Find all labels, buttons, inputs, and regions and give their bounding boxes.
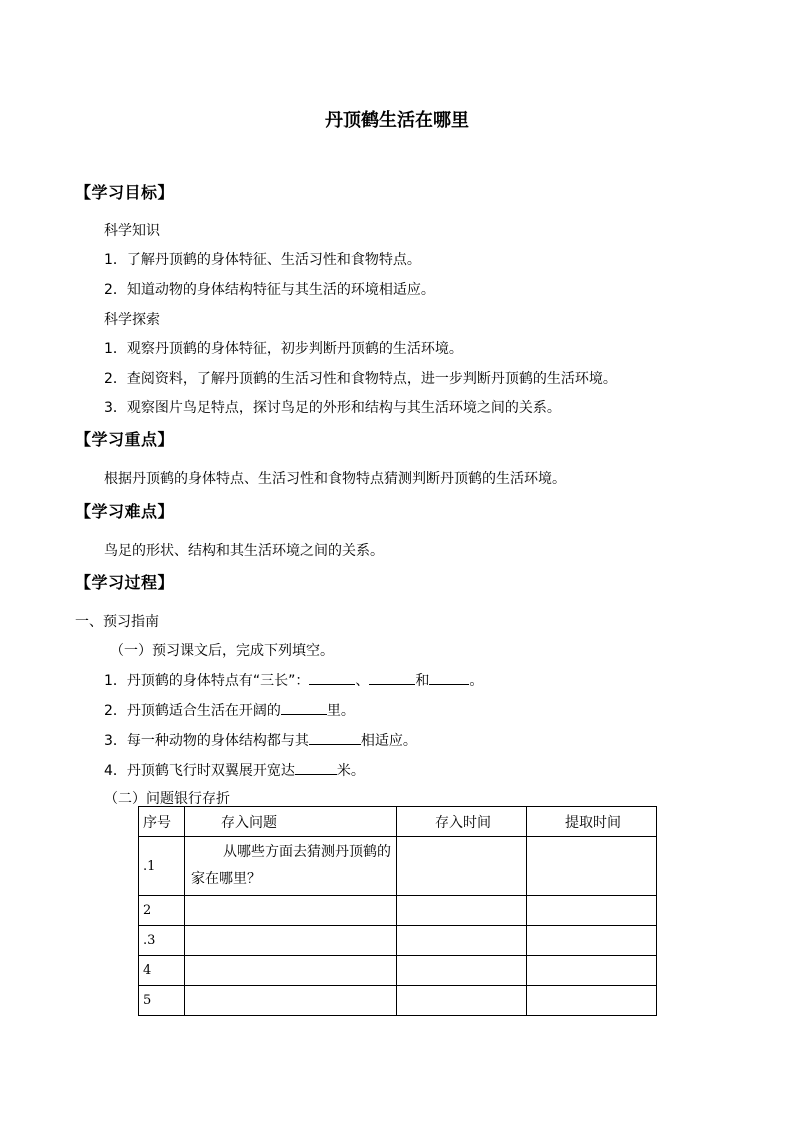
row-number: 2 <box>139 896 185 926</box>
table-header-row <box>139 807 657 837</box>
sub1-title: （一）预习课文后，完成下列填空。 <box>110 643 334 659</box>
blank-field[interactable] <box>281 700 327 715</box>
blank-field[interactable] <box>295 760 337 775</box>
row-question[interactable] <box>185 896 397 926</box>
key-points-heading: 【学习重点】 <box>75 430 175 449</box>
table-row <box>139 837 657 896</box>
difficulties-text: 鸟足的形状、结构和其生活环境之间的关系。 <box>104 543 384 559</box>
fill-question-3: 3．每一种动物的身体结构都与其 相适应。 <box>104 730 417 750</box>
knowledge-label: 科学知识 <box>104 223 160 239</box>
sub2-title: （二）问题银行存折 <box>104 791 230 807</box>
blank-field[interactable] <box>369 670 415 685</box>
row-withdraw-time[interactable] <box>527 896 657 926</box>
row-deposit-time[interactable] <box>397 896 527 926</box>
fill-question-1: 1．丹顶鹤的身体特点有“三长”： 、 和 。 <box>104 670 483 690</box>
row-withdraw-time[interactable] <box>527 926 657 956</box>
row-question[interactable] <box>185 956 397 986</box>
knowledge-item: 2．知道动物的身体结构特征与其生活的环境相适应。 <box>104 282 435 298</box>
table-row <box>139 986 657 1016</box>
fill-question-2: 2．丹顶鹤适合生活在开阔的 里。 <box>104 700 355 720</box>
row-deposit-time[interactable] <box>397 986 527 1016</box>
part1-title: 一、预习指南 <box>75 614 159 630</box>
row-question[interactable]: 从哪些方面去猜测丹顶鹤的家在哪里？ <box>185 837 397 896</box>
row-number: .3 <box>139 926 185 956</box>
row-deposit-time[interactable] <box>397 926 527 956</box>
row-number: 5 <box>139 986 185 1016</box>
row-deposit-time[interactable] <box>397 956 527 986</box>
row-withdraw-time[interactable] <box>527 956 657 986</box>
header-withdraw-time: 提取时间 <box>527 807 657 837</box>
header-deposit-time: 存入时间 <box>397 807 527 837</box>
row-number: .1 <box>139 837 185 896</box>
row-question[interactable] <box>185 986 397 1016</box>
explore-item: 2．查阅资料，了解丹顶鹤的生活习性和食物特点，进一步判断丹顶鹤的生活环境。 <box>104 371 617 387</box>
table-row <box>139 956 657 986</box>
explore-label: 科学探索 <box>104 312 160 328</box>
row-withdraw-time[interactable] <box>527 837 657 896</box>
row-deposit-time[interactable] <box>397 837 527 896</box>
knowledge-item: 1．了解丹顶鹤的身体特征、生活习性和食物特点。 <box>104 252 421 268</box>
learning-goals-heading: 【学习目标】 <box>75 183 175 202</box>
table-row <box>139 896 657 926</box>
explore-item: 3．观察图片鸟足特点，探讨鸟足的外形和结构与其生活环境之间的关系。 <box>104 400 561 416</box>
question-bank-table <box>138 806 657 1016</box>
key-points-text: 根据丹顶鹤的身体特点、生活习性和食物特点猜测判断丹顶鹤的生活环境。 <box>104 471 566 487</box>
explore-item: 1．观察丹顶鹤的身体特征，初步判断丹顶鹤的生活环境。 <box>104 341 463 357</box>
blank-field[interactable] <box>309 670 355 685</box>
process-heading: 【学习过程】 <box>75 573 175 592</box>
row-question[interactable] <box>185 926 397 956</box>
blank-field[interactable] <box>309 730 361 745</box>
header-number: 序号 <box>139 807 185 837</box>
row-withdraw-time[interactable] <box>527 986 657 1016</box>
row-number: 4 <box>139 956 185 986</box>
fill-question-4: 4．丹顶鹤飞行时双翼展开宽达 米。 <box>104 760 365 780</box>
blank-field[interactable] <box>429 670 469 685</box>
table-row <box>139 926 657 956</box>
difficulties-heading: 【学习难点】 <box>75 502 175 521</box>
header-question: 存入问题 <box>185 807 397 837</box>
page-title: 丹顶鹤生活在哪里 <box>325 110 469 131</box>
